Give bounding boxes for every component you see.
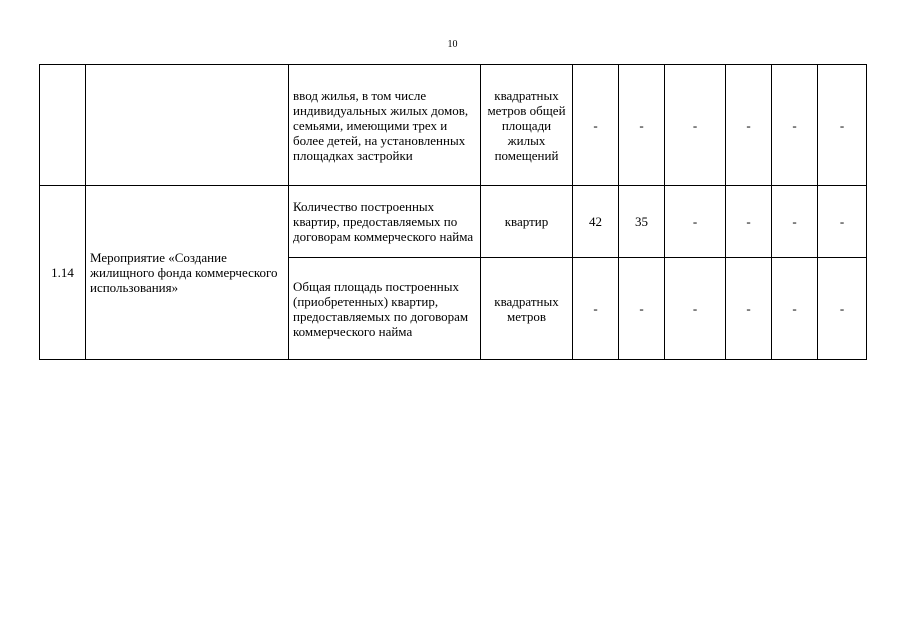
unit-cell: квартир [481, 186, 573, 258]
value-cell: - [619, 258, 665, 360]
indicator-cell: Общая площадь построенных (приобретенных) квартир, предоставляемых по договорам коммерческого найма [289, 258, 481, 360]
indicator-cell: ввод жилья, в том числе индивидуальных жилых домов, семьями, имеющими трех и более детей, на установленных площадках застройки [289, 65, 481, 186]
unit-cell: квадратных метров общей площади жилых помещений [481, 65, 573, 186]
value-cell: - [726, 65, 772, 186]
value-cell: - [665, 258, 726, 360]
value-cell: - [665, 186, 726, 258]
value-cell: - [772, 65, 818, 186]
value-cell: 35 [619, 186, 665, 258]
value-cell: - [573, 258, 619, 360]
unit-cell: квадратных метров [481, 258, 573, 360]
table-row [40, 65, 867, 186]
row-number-cell: 1.14 [40, 186, 86, 360]
value-cell: - [772, 258, 818, 360]
indicator-cell: Количество построенных квартир, предоставляемых по договорам коммерческого найма [289, 186, 481, 258]
value-cell: - [726, 186, 772, 258]
value-cell: - [818, 186, 867, 258]
value-cell: - [772, 186, 818, 258]
value-cell: - [818, 258, 867, 360]
table-row [40, 186, 867, 258]
value-cell: - [726, 258, 772, 360]
value-cell: - [573, 65, 619, 186]
value-cell: - [619, 65, 665, 186]
row-number-cell [40, 65, 86, 186]
data-table [39, 64, 867, 360]
activity-name-cell [86, 65, 289, 186]
page-number: 10 [447, 39, 458, 50]
value-cell: 42 [573, 186, 619, 258]
activity-name-cell: Мероприятие «Создание жилищного фонда коммерческого использования» [86, 186, 289, 360]
value-cell: - [818, 65, 867, 186]
value-cell: - [665, 65, 726, 186]
